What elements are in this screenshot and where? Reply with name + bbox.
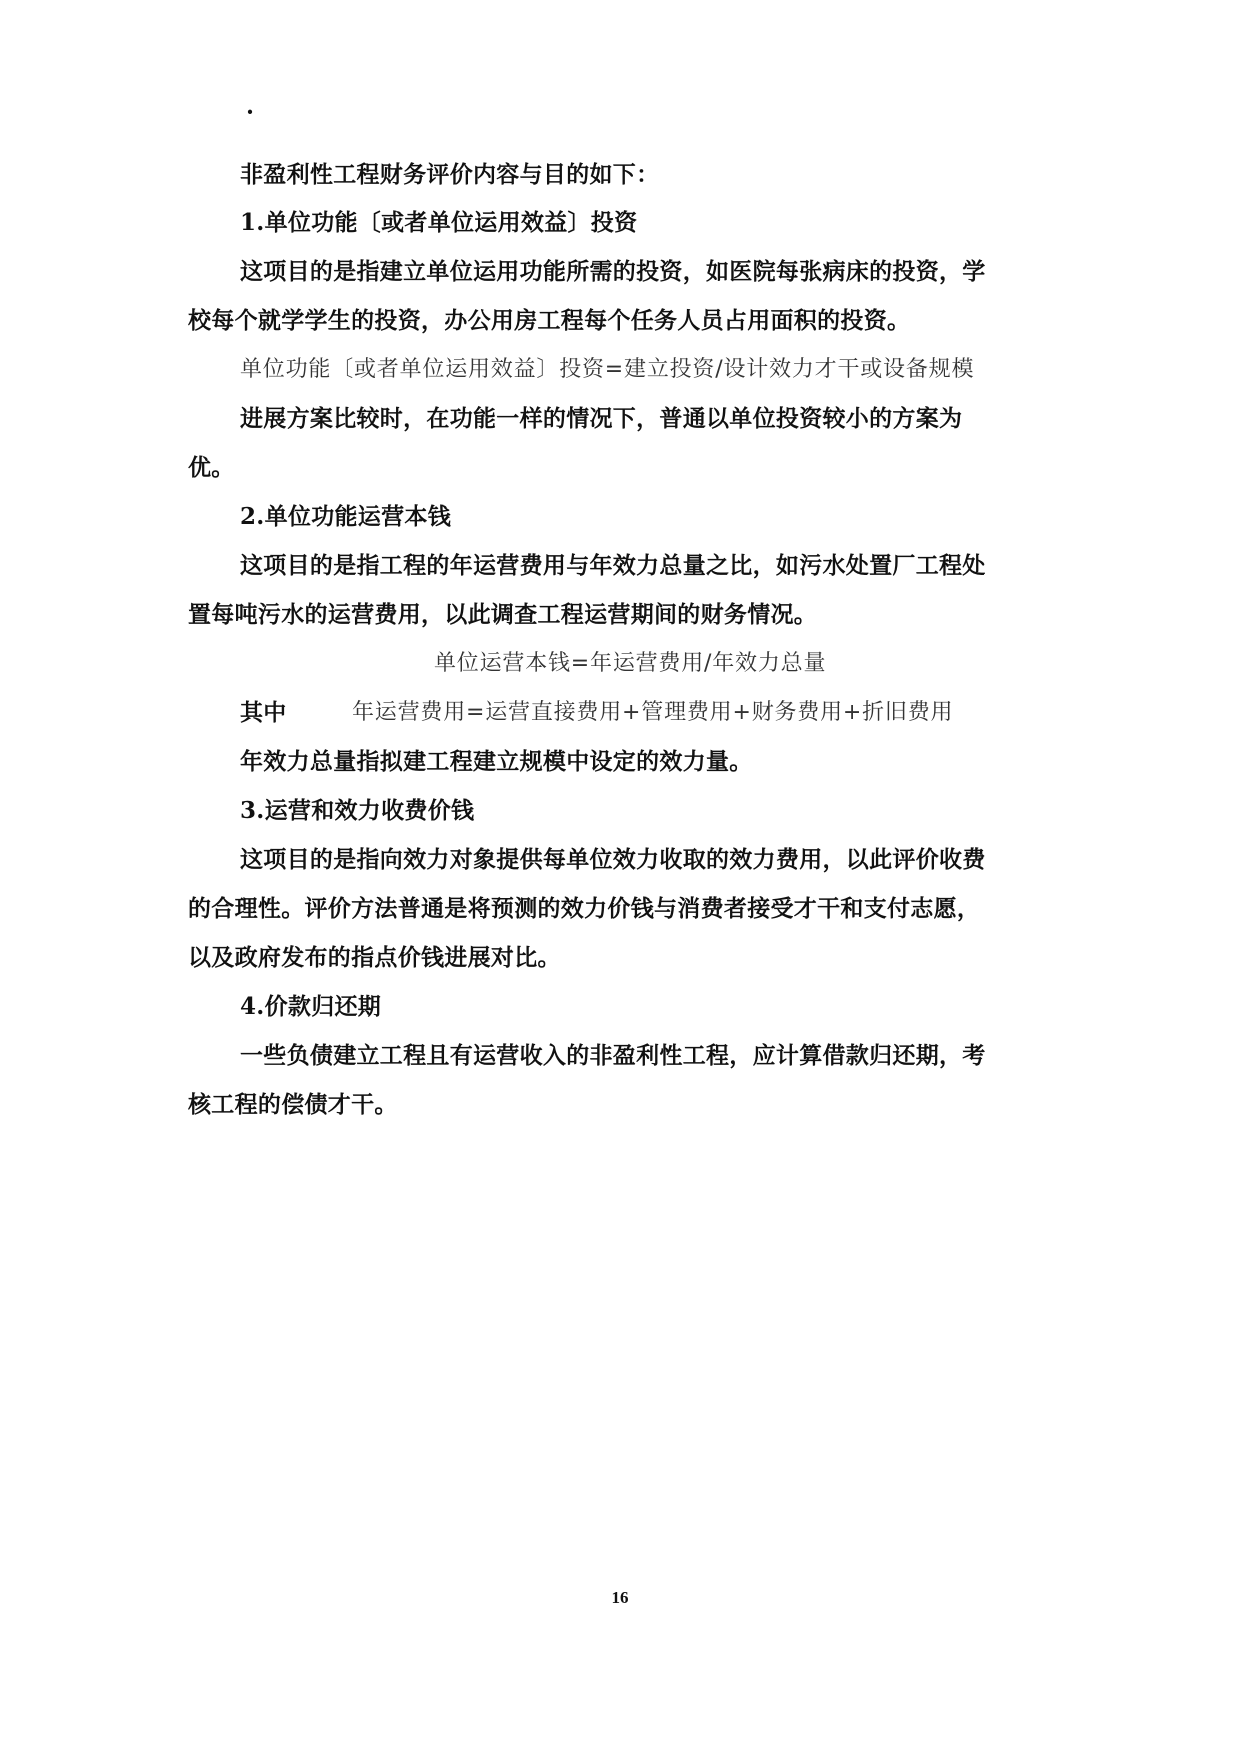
paragraph-5-line-2: 的合理性。评价方法普通是将预测的效力价钱与消费者接受才干和支付志愿， [188, 895, 981, 922]
paragraph-5-line-1: 这项目的是指向效力对象提供每单位效力收取的效力费用，以此评价收费 [240, 846, 986, 873]
section-heading-1: 1.单位功能〔或者单位运用效益〕投资 [240, 209, 638, 236]
paragraph-1-line-1: 这项目的是指建立单位运用功能所需的投资，如医院每张病床的投资，学 [240, 258, 986, 285]
formula-1: 单位功能〔或者单位运用效益〕投资=建立投资/设计效力才干或设备规模 [240, 357, 975, 382]
paragraph-2-line-2: 优。 [188, 454, 235, 481]
paragraph-3-line-1: 这项目的是指工程的年运营费用与年效力总量之比，如污水处置厂工程处 [240, 552, 986, 579]
section-heading-4: 4.价款归还期 [240, 993, 382, 1020]
paragraph-6-line-1: 一些负债建立工程且有运营收入的非盈利性工程，应计算借款归还期，考 [240, 1042, 986, 1069]
paragraph-4: 年效力总量指拟建工程建立规模中设定的效力量。 [240, 748, 753, 775]
section-heading-3: 3.运营和效力收费价钱 [240, 797, 475, 824]
paragraph-3-line-2: 置每吨污水的运营费用，以此调查工程运营期间的财务情况。 [188, 601, 818, 628]
paragraph-2-line-1: 进展方案比较时，在功能一样的情况下，普通以单位投资较小的方案为 [240, 405, 963, 432]
leading-dot: · [246, 99, 255, 126]
formula-2: 单位运营本钱=年运营费用/年效力总量 [434, 651, 827, 676]
paragraph-1-line-2: 校每个就学学生的投资，办公用房工程每个任务人员占用面积的投资。 [188, 307, 911, 334]
formula-3-label: 其中 [240, 699, 287, 726]
intro-text: 非盈利性工程财务评价内容与目的如下： [240, 161, 660, 188]
page-number: 16 [611, 1588, 629, 1607]
paragraph-6-line-2: 核工程的偿债才干。 [188, 1091, 398, 1118]
formula-3: 年运营费用=运营直接费用+管理费用+财务费用+折旧费用 [352, 700, 954, 725]
section-heading-2: 2.单位功能运营本钱 [240, 503, 452, 530]
paragraph-5-line-3: 以及政府发布的指点价钱进展对比。 [188, 944, 561, 971]
